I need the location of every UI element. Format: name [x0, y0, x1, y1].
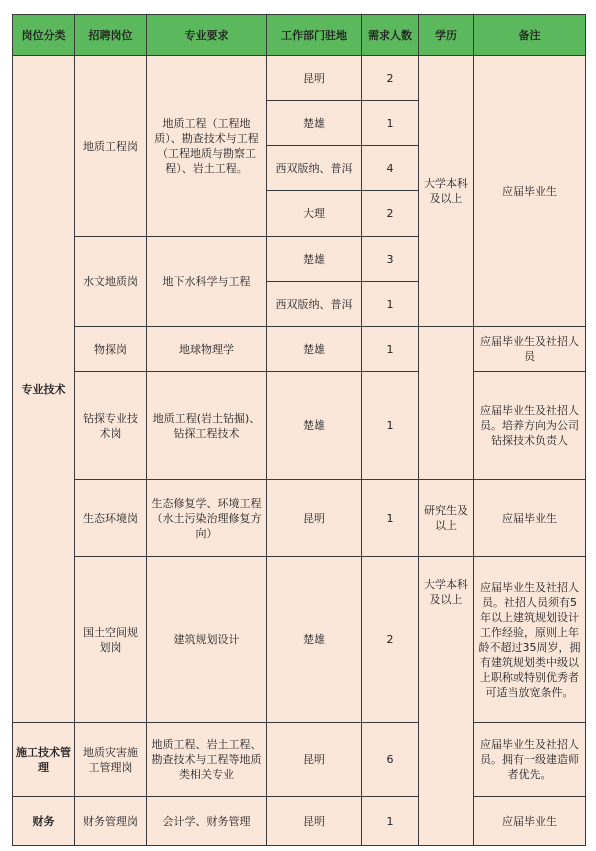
count-cell: 1: [362, 101, 419, 146]
position-cell: 物探岗: [75, 327, 147, 372]
education-cell: 大学本科及以上: [419, 56, 474, 327]
location-cell: 楚雄: [267, 557, 362, 723]
position-cell: 财务管理岗: [75, 797, 147, 846]
location-cell: 昆明: [267, 56, 362, 101]
header-major: 专业要求: [147, 15, 267, 56]
table-row: [13, 327, 586, 372]
location-cell: 楚雄: [267, 237, 362, 282]
major-cell: 地质工程、岩土工程、勘查技术与工程等地质类相关专业: [147, 723, 267, 797]
category-cell: 财务: [13, 797, 75, 846]
recruitment-table: [12, 14, 586, 846]
count-cell: 2: [362, 557, 419, 723]
position-cell: 生态环境岗: [75, 480, 147, 557]
header-position: 招聘岗位: [75, 15, 147, 56]
table-row: [13, 480, 586, 557]
category-cell: 施工技术管理: [13, 723, 75, 797]
count-cell: 1: [362, 797, 419, 846]
position-cell: 地质灾害施工管理岗: [75, 723, 147, 797]
count-cell: 1: [362, 372, 419, 480]
remarks-cell: 应届毕业生及社招人员。培养方向为公司钻探技术负责人: [474, 372, 586, 480]
location-cell: 西双版纳、普洱: [267, 282, 362, 327]
location-cell: 西双版纳、普洱: [267, 146, 362, 191]
location-cell: 楚雄: [267, 372, 362, 480]
header-count: 需求人数: [362, 15, 419, 56]
location-cell: 大理: [267, 191, 362, 237]
header-row: [13, 15, 586, 56]
major-cell: 建筑规划设计: [147, 557, 267, 723]
table-row: [13, 723, 586, 797]
category-cell: 专业技术: [13, 56, 75, 723]
major-cell: 地球物理学: [147, 327, 267, 372]
location-cell: 昆明: [267, 480, 362, 557]
education-cell: 研究生及以上: [419, 480, 474, 557]
education-cell: 大学本科及以上: [419, 557, 474, 846]
table-row: [13, 372, 586, 480]
remarks-cell: 应届毕业生: [474, 480, 586, 557]
count-cell: 1: [362, 327, 419, 372]
header-category: 岗位分类: [13, 15, 75, 56]
remarks-cell: 应届毕业生及社招人员。社招人员须有5年以上建筑规划设计工作经验，原则上年龄不超过35周岁，拥有建筑规划类中级以上职称或特别优秀者可适当放宽条件。: [474, 557, 586, 723]
count-cell: 2: [362, 191, 419, 237]
count-cell: 2: [362, 56, 419, 101]
major-cell: 地下水科学与工程: [147, 237, 267, 327]
major-cell: 会计学、财务管理: [147, 797, 267, 846]
header-remarks: 备注: [474, 15, 586, 56]
position-cell: 水文地质岗: [75, 237, 147, 327]
major-cell: 地质工程(岩土钻掘)、钻探工程技术: [147, 372, 267, 480]
location-cell: 昆明: [267, 797, 362, 846]
table-row: [13, 797, 586, 846]
count-cell: 6: [362, 723, 419, 797]
education-cell: [419, 327, 474, 480]
remarks-cell: 应届毕业生及社招人员: [474, 327, 586, 372]
location-cell: 楚雄: [267, 327, 362, 372]
header-education: 学历: [419, 15, 474, 56]
location-cell: 昆明: [267, 723, 362, 797]
position-cell: 地质工程岗: [75, 56, 147, 237]
count-cell: 3: [362, 237, 419, 282]
table-row: [13, 557, 586, 723]
major-cell: 生态修复学、环境工程（水土污染治理修复方向）: [147, 480, 267, 557]
table-row: [13, 56, 586, 101]
remarks-cell: 应届毕业生: [474, 797, 586, 846]
major-cell: 地质工程（工程地质）、勘查技术与工程（工程地质与勘察工程）、岩土工程。: [147, 56, 267, 237]
remarks-cell: 应届毕业生: [474, 56, 586, 327]
remarks-cell: 应届毕业生及社招人员。拥有一级建造师者优先。: [474, 723, 586, 797]
location-cell: 楚雄: [267, 101, 362, 146]
count-cell: 1: [362, 282, 419, 327]
count-cell: 1: [362, 480, 419, 557]
header-location: 工作部门驻地: [267, 15, 362, 56]
count-cell: 4: [362, 146, 419, 191]
position-cell: 钻探专业技术岗: [75, 372, 147, 480]
position-cell: 国土空间规划岗: [75, 557, 147, 723]
